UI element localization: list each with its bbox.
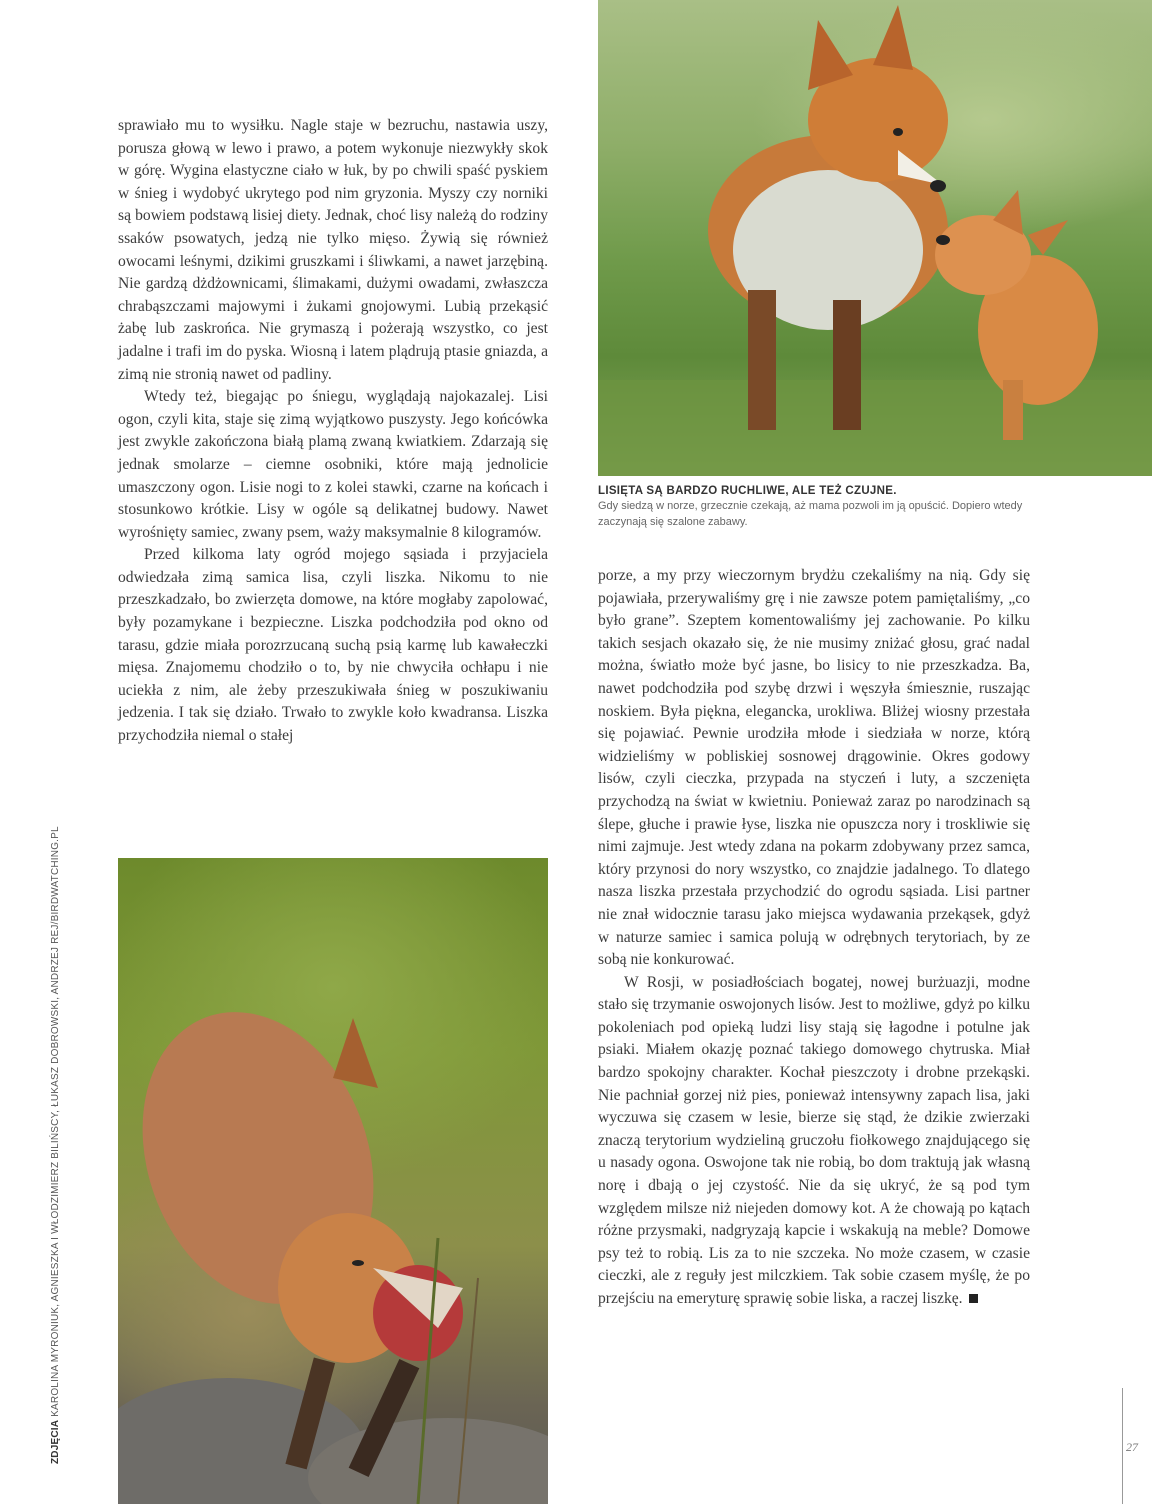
paragraph: sprawiało mu to wysiłku. Nagle staje w bezruchu, nastawia uszy, porusza głową w lewo i prawo, a potem wykonuje niezwykły skok w górę. Wygina elastyczne ciało w łuk, by po chwili spaść pyskiem w śnieg i wydobyć ukrytego pod nim gryzonia. Myszy czy norniki są bowiem podstawą lisiej diety. Jednak, choć lisy należą do rodziny ssaków psowatych, jedzą nie tylko mięso. Żywią się również owocami leśnymi, dzikimi gruszkami i śliwkami, a nawet jarzębiną. Nie gardzą dżdżownicami, ślimakami, dużymi owadami, zwłaszcza chrabąszczami majowymi i żukami gnojowymi. Lubią przekąsić żabę lub zaskrońca. Nie grymaszą i pożerają wszystko, co jest jadalne i trafi im do pyska. Wiosną i latem plądrują ptasie gniazda, a zimą nie stronią nawet od padliny. [118,117,548,383]
paragraph: Wtedy też, biegając po śniegu, wyglądają najokazalej. Lisi ogon, czyli kita, staje się zimą wyjątkowo puszysty. Jego końcówka jest zwykle zakończona białą plamą zwaną kwiatkiem. Zdarzają się jednak smolarze – ciemne osobniki, które mają jednolicie umaszczony ogon. Lisie nogi to z kolei stawki, czarne na końcach i stosunkowo krótkie. Lisy w ogóle są delikatnej budowy. Nawet wyrośnięty samiec, zwany psem, waży maksymalnie 8 kilogramów. [118,388,548,541]
article-column-left [118,115,548,748]
article-column-right [598,565,1030,1311]
page-number-rule [1122,1388,1123,1504]
yawning-fox-illustration [118,858,548,1504]
paragraph: Przed kilkoma laty ogród mojego sąsiada i przyjaciela odwiedzała zimą samica lisa, czyli liszka. Nikomu to nie przeszkadzało, bo zwierzęta domowe, na które mogłaby zapolować, były pozamykane i bezpieczne. Liszka podchodziła pod okno od tarasu, gdzie miała porozrzucaną suchą psią karmę lub kawałeczki mięsa. Znajomemu chodziło o to, by nie chwyciła ochłapu i nie uciekła z nim, ale żeby przeszukiwała śnieg w poszukiwaniu jedzenia. I tak się działo. Trwało to zwykle koło kwadransa. Liszka przychodziła niemal o stałej [118,546,548,745]
fox-with-cub-illustration [598,0,1152,476]
photo-fox-with-cub [598,0,1152,476]
paragraph-final [598,972,1030,1311]
credit-label: ZDJĘCIA [50,1419,61,1464]
paragraph: porze, a my przy wieczornym brydżu czekaliśmy na nią. Gdy się pojawiała, przerywaliśmy grę i nie zawsze potem pamiętaliśmy, „co było grane”. Szeptem komentowaliśmy jej zachowanie. Po kilku takich sesjach okazało się, że nie musimy zniżać głosu, grać nadal można, światło może być jasne, bo lisicy to nie przeszkadza. Ba, nawet podchodziła pod szybę drzwi i węszyła śmiesznie, ruszając noskiem. Była piękna, elegancka, urokliwa. Bliżej wiosny przestała się pojawiać. Pewnie urodziła młode i siedziała w norze, którą widzieliśmy w pobliskiej sosnowej drągowinie. Okres godowy lisów, czyli cieczka, przypada na styczeń i luty, a szczenięta przychodzą na świat w kwietniu. Ponieważ zaraz po narodzinach są ślepe, głuche i prawie łyse, liszka nie opuszcza nory i troskliwie się nimi zajmuje. Jest wtedy zdana na pokarm zdobywany przez samca, który przynosi do nory wszystko, co znajdzie jadalnego. To dlatego nasza liszka przestała przychodzić do ogrodu sąsiada. Lisi partner nie znał widocznie tarasu jako miejsca wydawania przekąsek, gdyż w naturze samiec i samica polują w odrębnych terytoriach, by ze sobą nie konkurować. [598,567,1030,969]
end-mark-icon [969,1294,978,1303]
photo-credit [50,704,61,1464]
caption-body: Gdy siedzą w norze, grzecznie czekają, aż mama pozwoli im ją opuścić. Dopiero wtedy zaczynają się szalone zabawy. [598,500,1023,528]
paragraph-text: W Rosji, w posiadłościach bogatej, nowej burżuazji, modne stało się trzymanie oswojonych lisów. Jest to możliwe, gdyż po kilku pokoleniach pod opieką ludzi lisy stają się łagodne i potulne jak psiaki. Miałem okazję poznać takiego domowego chytruska. Miał bardzo spokojny charakter. Kochał pieszczoty i drobne przekąski. Nie pachniał gorzej niż pies, ponieważ intensywny zapach lisa, jaki wyczuwa się czasem w lesie, bierze się stąd, że dzikie zwierzaki znaczą terytorium wydzieliną gruczołu fiołkowego znajdującego się u nasady ogona. Oswojone tak nie robią, bo dom traktują jak własną norę i dbają o jej czystość. Nie da się ukryć, że są pod tym względem milsze niż niejeden domowy kot. A że chowają po kątach różne przysmaki, nadgryzają kapcie i wskakują na meble? Domowe psy też to robią. Lis za to nie szczeka. No może czasem, w czasie cieczki, ale z reguły jest milczkiem. Tak sobie czasem myślę, że po przejściu na emeryturę sprawię sobie liska, a raczej liszkę. [598,973,1030,1307]
caption-title: LISIĘTA SĄ BARDZO RUCHLIWE, ALE TEŻ CZUJNE. [598,485,897,497]
photo-caption [598,485,1038,530]
credit-names: KAROLINA MYRONIUK, AGNIESZKA I WŁODZIMIERZ BILIŃSCY, ŁUKASZ DOBROWSKI, ANDRZEJ REJ/BIRDWATCHING.PL [50,826,61,1417]
photo-yawning-fox [118,858,548,1504]
page-number: 27 [1126,1440,1138,1454]
